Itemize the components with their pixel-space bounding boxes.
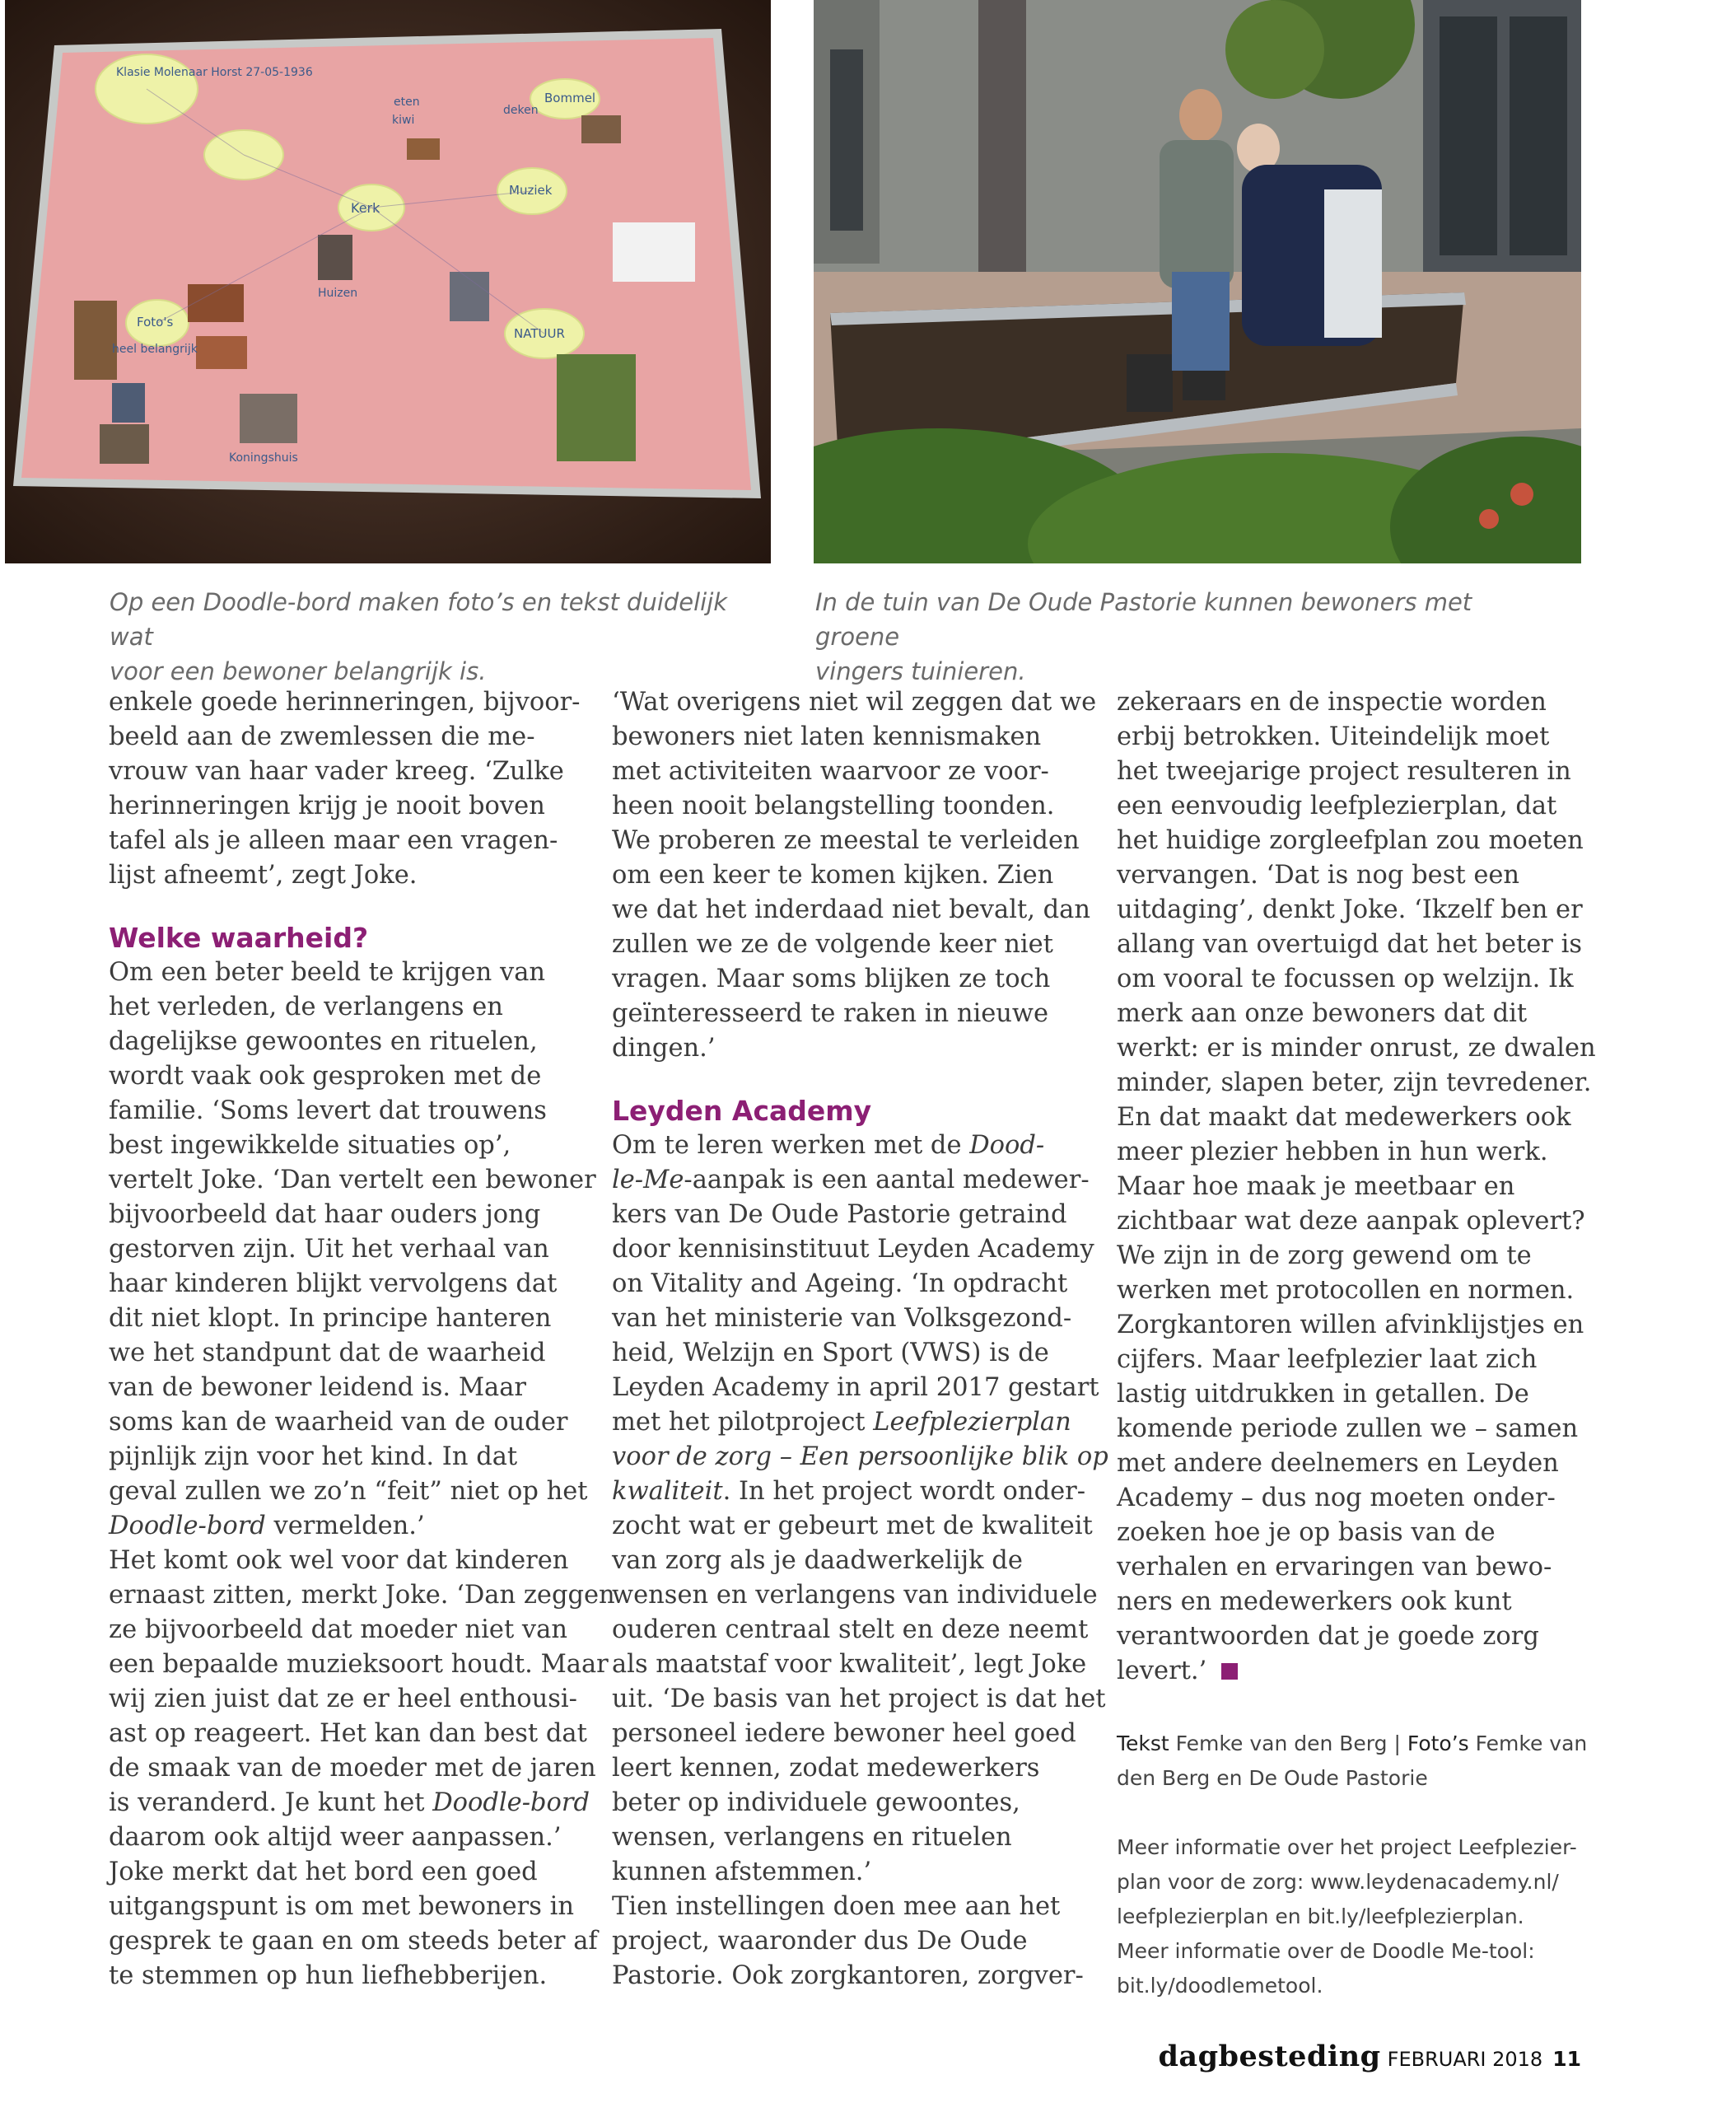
text-line: ners en medewerkers ook kunt	[1117, 1587, 1512, 1616]
text-line: wij zien juist dat ze er heel enthousi-	[109, 1685, 577, 1713]
text-line: cijfers. Maar leefplezier laat zich	[1117, 1345, 1538, 1374]
caption-left	[110, 585, 768, 689]
text-line: tafel als je alleen maar een vragen-	[109, 826, 558, 855]
text-line: van zorg als je daadwerkelijk de	[612, 1546, 1023, 1575]
article-column-2	[612, 685, 1108, 1993]
text-line: een bepaalde muzieksoort houdt. Maar	[109, 1650, 609, 1679]
text-line: best ingewikkelde situaties op’,	[109, 1131, 511, 1160]
text-line: de smaak van de moeder met de jaren	[109, 1754, 596, 1783]
text-line: on Vitality and Ageing. ‘In opdracht	[612, 1269, 1068, 1298]
text-line: merk aan onze bewoners dat dit	[1117, 999, 1528, 1028]
text-line: uitdaging’, denkt Joke. ‘Ikzelf ben er	[1117, 895, 1583, 924]
text-line: wordt vaak ook gesproken met de	[109, 1062, 542, 1091]
text-line: personeel iedere bewoner heel goed	[612, 1719, 1076, 1748]
article-credits	[1117, 1727, 1594, 1796]
svg-text:kiwi: kiwi	[392, 114, 415, 127]
text-line: als maatstaf voor kwaliteit’, legt Joke	[612, 1650, 1087, 1679]
more-info-line: Meer informatie over de Doodle Me-tool:	[1117, 1939, 1535, 1963]
text-line: ze bijvoorbeeld dat moeder niet van	[109, 1615, 567, 1644]
svg-text:NATUUR: NATUUR	[514, 326, 565, 341]
text-line: zocht wat er gebeurt met de kwaliteit	[612, 1512, 1093, 1540]
text-line: we dat het inderdaad niet bevalt, dan	[612, 895, 1090, 924]
text-line: Pastorie. Ook zorgkantoren, zorgver-	[612, 1961, 1084, 1990]
text-line: kers van De Oude Pastorie getraind	[612, 1200, 1067, 1229]
text-line: vertelt Joke. ‘Dan vertelt een bewoner	[109, 1166, 596, 1194]
text-line: komende periode zullen we – samen	[1117, 1414, 1579, 1443]
text-line: zullen we ze de volgende keer niet	[612, 930, 1053, 959]
text-line: ernaast zitten, merkt Joke. ‘Dan zeggen	[109, 1581, 615, 1610]
text-line: het tweejarige project resulteren in	[1117, 757, 1571, 786]
text-line: geïnteresseerd te raken in nieuwe	[612, 999, 1049, 1028]
text-line: ‘Wat overigens niet wil zeggen dat we	[612, 688, 1097, 717]
text-line: herinneringen krijg je nooit boven	[109, 792, 545, 820]
more-info	[1117, 1830, 1594, 2003]
text-line: allang van overtuigd dat het beter is	[1117, 930, 1582, 959]
text-line: ast op reageert. Het kan dan best dat	[109, 1719, 587, 1748]
caption-line: voor een bewoner belangrijk is.	[110, 657, 487, 685]
more-info-line: bit.ly/doodlemetool.	[1117, 1974, 1323, 1998]
article-column-1	[109, 685, 615, 1993]
text-line: vragen. Maar soms blijken ze toch	[612, 965, 1051, 993]
text-line: dit niet klopt. In principe hanteren	[109, 1304, 552, 1333]
text-line: leert kennen, zodat medewerkers	[612, 1754, 1040, 1783]
credits-line: den Berg en De Oude Pastorie	[1117, 1766, 1428, 1790]
text-line: Tien instellingen doen mee aan het	[612, 1892, 1061, 1921]
text-line: werken met protocollen en normen.	[1117, 1276, 1575, 1305]
svg-text:deken: deken	[503, 104, 539, 117]
text-line: is veranderd. Je kunt het Doodle-bord	[109, 1788, 590, 1817]
text-line: We proberen ze meestal te verleiden	[612, 826, 1080, 855]
garden-illustration	[814, 0, 1581, 563]
credits-line: Tekst Femke van den Berg | Foto’s Femke van	[1117, 1731, 1588, 1755]
doodle-board-illustration	[5, 0, 771, 563]
text-line: wensen, verlangens en rituelen	[612, 1823, 1012, 1852]
text-line: beter op individuele gewoontes,	[612, 1788, 1020, 1817]
caption-line: vingers tuinieren.	[815, 657, 1026, 685]
caption-line: Op een Doodle-bord maken foto’s en tekst duidelijk wat	[110, 588, 728, 651]
text-line: enkele goede herinneringen, bijvoor-	[109, 688, 581, 717]
section-heading: Welke waarheid?	[109, 922, 369, 954]
text-line: familie. ‘Soms levert dat trouwens	[109, 1096, 547, 1125]
text-line: we het standpunt dat de waarheid	[109, 1339, 546, 1367]
svg-text:heel belangrijk: heel belangrijk	[112, 343, 198, 356]
issue-date: FEBRUARI 2018	[1387, 2048, 1543, 2071]
text-line: daarom ook altijd weer aanpassen.’	[109, 1823, 562, 1852]
text-line: van de bewoner leidend is. Maar	[109, 1373, 527, 1402]
more-info-line: Meer informatie over het project Leefplezier-	[1117, 1835, 1577, 1859]
text-line: dagelijkse gewoontes en rituelen,	[109, 1027, 538, 1056]
text-line: met andere deelnemers en Leyden	[1117, 1449, 1559, 1478]
svg-text:Klasie Molenaar Horst 27-05-19: Klasie Molenaar Horst 27-05-1936	[116, 66, 313, 79]
text-line: om een keer te komen kijken. Zien	[612, 861, 1054, 890]
end-of-article-icon	[1221, 1663, 1238, 1680]
text-line: Academy – dus nog moeten onder-	[1117, 1484, 1556, 1512]
magazine-name: dagbesteding	[1158, 2040, 1381, 2073]
text-line: levert.’	[1117, 1654, 1594, 1689]
text-line: Om een beter beeld te krijgen van	[109, 958, 546, 987]
caption-right	[815, 585, 1556, 689]
text-line: zekeraars en de inspectie worden	[1117, 688, 1547, 717]
more-info-line: leefplezierplan en bit.ly/leefplezierplan.	[1117, 1904, 1524, 1928]
page-number: 11	[1552, 2047, 1581, 2071]
text-line: geval zullen we zo’n “feit” niet op het	[109, 1477, 588, 1506]
svg-text:Muziek: Muziek	[509, 183, 553, 198]
text-line: soms kan de waarheid van de ouder	[109, 1408, 568, 1437]
text-line: met activiteiten waarvoor ze voor-	[612, 757, 1049, 786]
svg-text:Koningshuis: Koningshuis	[229, 451, 298, 465]
text-line: werkt: er is minder onrust, ze dwalen	[1117, 1034, 1596, 1063]
doodle-board-photo	[5, 0, 771, 563]
text-line: vervangen. ‘Dat is nog best een	[1117, 861, 1520, 890]
text-line: wensen en verlangens van individuele	[612, 1581, 1098, 1610]
doodle-bord-term: Doodle-bord	[109, 1512, 266, 1540]
text-line: met het pilotproject Leefplezierplan	[612, 1408, 1071, 1437]
text-line: En dat maakt dat medewerkers ook	[1117, 1103, 1571, 1132]
text-line: te stemmen op hun liefhebberijen.	[109, 1961, 548, 1990]
text-line: bijvoorbeeld dat haar ouders jong	[109, 1200, 541, 1229]
text-line: le-Me-aanpak is een aantal medewer-	[612, 1166, 1090, 1194]
text-line: erbij betrokken. Uiteindelijk moet	[1117, 722, 1550, 751]
text-line: verantwoorden dat je goede zorg	[1117, 1622, 1539, 1651]
more-info-line: plan voor de zorg: www.leydenacademy.nl/	[1117, 1870, 1559, 1894]
text-line: haar kinderen blijkt vervolgens dat	[109, 1269, 558, 1298]
article-column-3	[1117, 685, 1594, 1689]
text-line: uitgangspunt is om met bewoners in	[109, 1892, 575, 1921]
text-line: Om te leren werken met de Dood-	[612, 1131, 1045, 1160]
text-line: Leyden Academy in april 2017 gestart	[612, 1373, 1099, 1402]
text-line: minder, slapen beter, zijn tevredener.	[1117, 1068, 1592, 1097]
svg-text:Huizen: Huizen	[318, 287, 358, 300]
text-line: zoeken hoe je op basis van de	[1117, 1518, 1496, 1547]
text-line: bewoners niet laten kennismaken	[612, 722, 1042, 751]
text-line: kwaliteit. In het project wordt onder-	[612, 1477, 1086, 1506]
svg-text:Foto's: Foto's	[137, 315, 174, 329]
text-line: verhalen en ervaringen van bewo-	[1117, 1553, 1552, 1582]
doodle-bord-term: Doodle-bord	[432, 1788, 590, 1817]
text-line: gesprek te gaan en om steeds beter af	[109, 1927, 598, 1956]
svg-text:eten: eten	[394, 96, 420, 109]
text-line: pijnlijk zijn voor het kind. In dat	[109, 1442, 518, 1471]
garden-photo	[814, 0, 1581, 563]
caption-line: In de tuin van De Oude Pastorie kunnen bewoners met groene	[815, 588, 1472, 651]
text-line: Maar hoe maak je meetbaar en	[1117, 1172, 1515, 1201]
text-line: lijst afneemt’, zegt Joke.	[109, 861, 418, 890]
text-line: lastig uitdrukken in getallen. De	[1117, 1380, 1529, 1409]
text-line: beeld aan de zwemlessen die me-	[109, 722, 535, 751]
text-line: Doodle-bord vermelden.’	[109, 1512, 425, 1540]
text-line: van het ministerie van Volksgezond-	[612, 1304, 1072, 1333]
text-line: heen nooit belangstelling toonden.	[612, 792, 1055, 820]
text-line: vrouw van haar vader kreeg. ‘Zulke	[109, 757, 564, 786]
text-line: het huidige zorgleefplan zou moeten	[1117, 826, 1584, 855]
text-line: We zijn in de zorg gewend om te	[1117, 1241, 1532, 1270]
text-line: kunnen afstemmen.’	[612, 1858, 872, 1886]
text-line: zichtbaar wat deze aanpak oplevert?	[1117, 1207, 1585, 1236]
text-line: ouderen centraal stelt en deze neemt	[612, 1615, 1089, 1644]
text-line: uit. ‘De basis van het project is dat het	[612, 1685, 1106, 1713]
svg-text:Kerk: Kerk	[351, 200, 380, 216]
page-footer	[1158, 2040, 1581, 2073]
text-line: door kennisinstituut Leyden Academy	[612, 1235, 1094, 1264]
text-line: Het komt ook wel voor dat kinderen	[109, 1546, 569, 1575]
text-line: gestorven zijn. Uit het verhaal van	[109, 1235, 549, 1264]
text-line: heid, Welzijn en Sport (VWS) is de	[612, 1339, 1049, 1367]
text-line: een eenvoudig leefplezierplan, dat	[1117, 792, 1557, 820]
text-line: het verleden, de verlangens en	[109, 993, 503, 1021]
text-line: voor de zorg – Een persoonlijke blik op	[612, 1442, 1108, 1471]
text-line: Zorgkantoren willen afvinklijstjes en	[1117, 1311, 1584, 1339]
svg-text:Bommel: Bommel	[544, 91, 596, 105]
section-heading: Leyden Academy	[612, 1095, 872, 1127]
text-line: dingen.’	[612, 1034, 716, 1063]
text-line: om vooral te focussen op welzijn. Ik	[1117, 965, 1574, 993]
text-line: project, waaronder dus De Oude	[612, 1927, 1028, 1956]
text-line: Joke merkt dat het bord een goed	[109, 1858, 538, 1886]
text-line: meer plezier hebben in hun werk.	[1117, 1138, 1548, 1166]
